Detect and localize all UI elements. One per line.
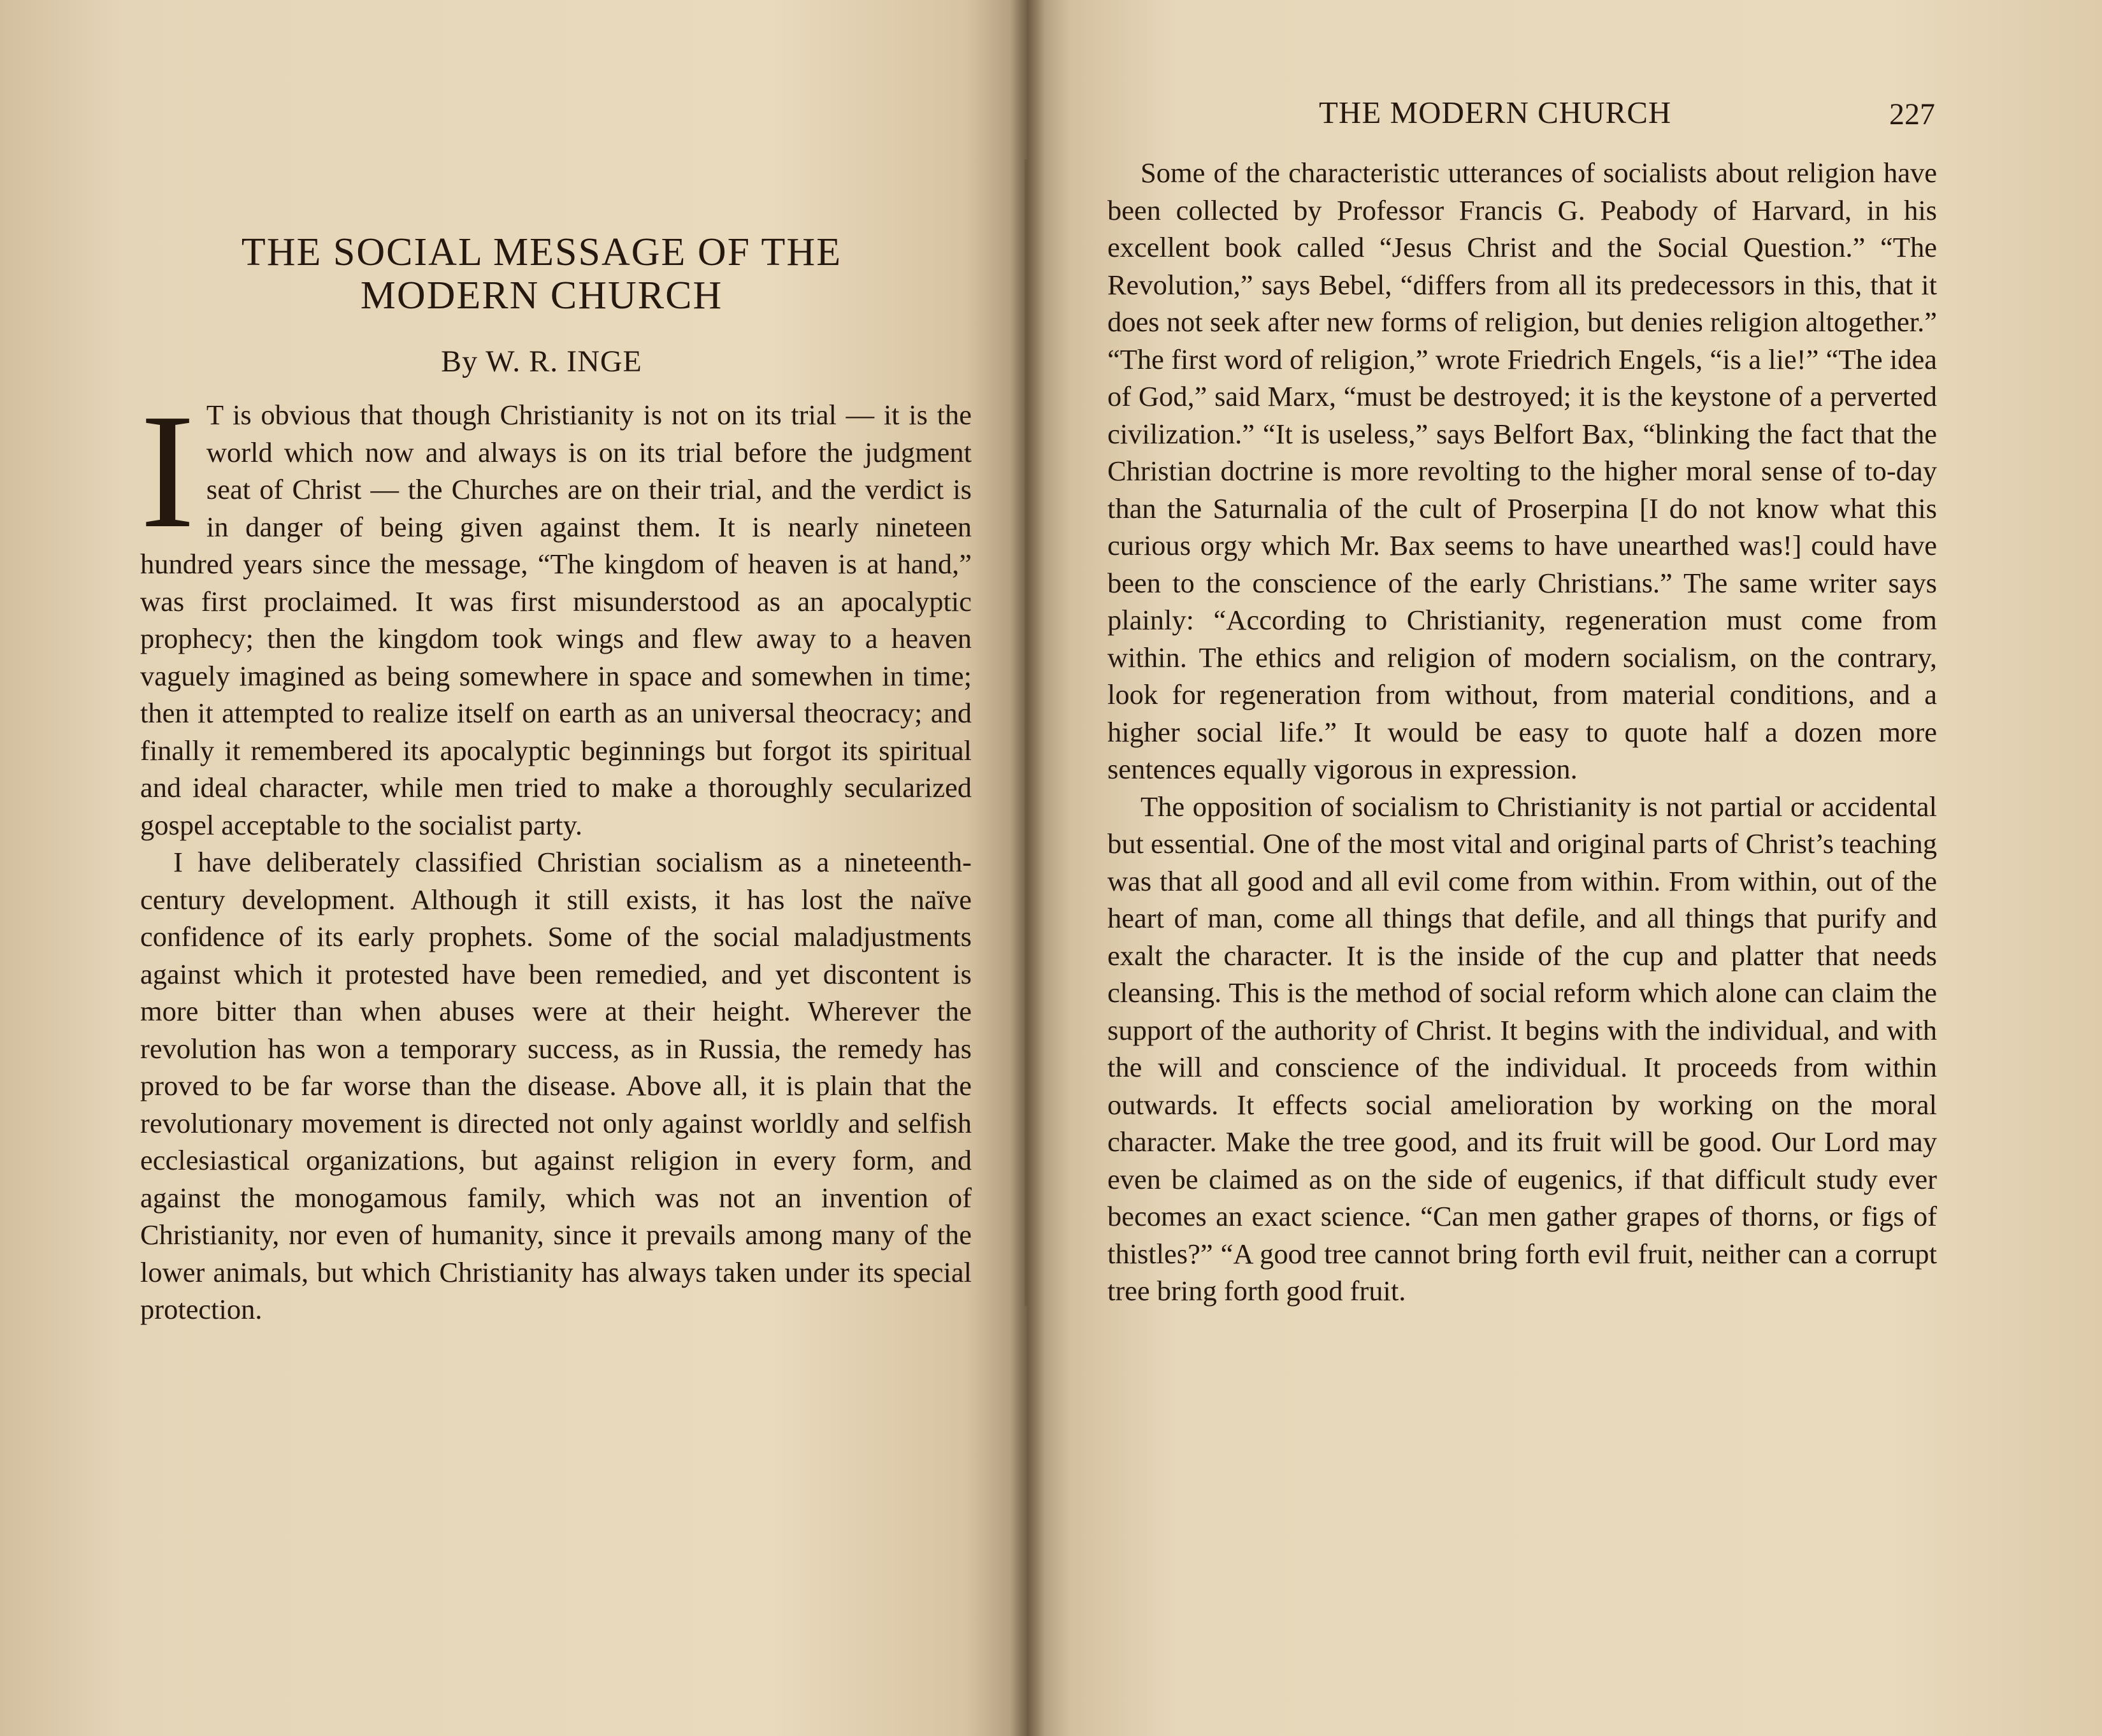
running-head: THE MODERN CHURCH <box>1319 95 1672 130</box>
paragraph <box>140 380 972 843</box>
right-page-body <box>1107 154 1937 1310</box>
article-title: THE SOCIAL MESSAGE OF THE MODERN CHURCH <box>241 231 842 317</box>
paragraph: The opposition of socialism to Christianity is not partial or accidental but essential. One of the most vital and original parts of Christ’s teaching was that all good and all evil come from within. From within, out of the heart of man, come all things that defile, and all things that purify and exalt the character. It is the inside of the cup and platter that needs cleansing. This is the method of social reform which alone can claim the support of the authority of Christ. It begins with the individual, and with the will and conscience of the individual. It proceeds from within outwards. It effects social amelioration by working on the moral character. Make the tree good, and its fruit will be good. Our Lord may even be claimed as on the side of eugenics, if that difficult study ever becomes an exact science. “Can men gather grapes of thorns, or figs of thistles?” “A good tree cannot bring forth evil fruit, neither can a corrupt tree bring forth good fruit. <box>1107 790 1937 1307</box>
binding-edge <box>1025 159 1028 1306</box>
paragraph: Some of the characteristic utterances of socialists about religion have been collected by Professor Francis G. Peabody of Harvard, in his excellent book called “Jesus Christ and the Social Question.” “The Revolution,” says Bebel, “differs from all its predecessors in this, that it does not seek after new forms of religion, but denies religion altogether.” “The first word of religion,” wrote Friedrich Engels, “is a lie!” “The idea of God,” said Marx, “must be destroyed; it is the keystone of a perverted civilization.” “It is useless,” says Belfort Bax, “blinking the fact that the Christian doctrine is more revolting to the higher moral sense of to-day than the Saturnalia of the cult of Proserpina [I do not know what this curious orgy which Mr. Bax seems to have unearthed was!] could have been to the conscience of the early Christians.” The same writer says plainly: “According to Christianity, regeneration must come from within. The ethics and religion of modern socialism, on the contrary, look for regeneration from without, from material conditions, and a higher social life.” It would be easy to quote half a dozen more sentences equally vigorous in expression. <box>1107 157 1937 785</box>
paragraph: I have deliberately classified Christian socialism as a nineteenth-century development. Although it still exists, it has lost the naïve confidence of its early prophets. Some of the social maladjustments against which it protested have been remedied, and yet discontent is more bitter than when abuses were at their height. Wherever the revolution has won a temporary success, as in Russia, the remedy has proved to be far worse than the disease. Above all, it is plain that the revolutionary movement is directed not only against worldly and selfish ecclesiastical organizations, but against religion in every form, and against the monogamous family, which was not an invention of Christianity, nor even of humanity, since it prevails among many of the lower animals, but which Christianity has always taken under its special protection. <box>140 846 972 1325</box>
paragraph-text: T is obvious that though Christianity is not on its trial — it is the world which now and always is on its trial before the judgment seat of Christ — the Churches are on their trial, and the verdict is in danger of being given against them. It is nearly nineteen hundred years since the message, “The kingdom of heaven is at hand,” was first proclaimed. It was first misunderstood as an apocalyptic prophecy; then the kingdom took wings and flew away to a heaven vaguely imagined as being somewhere in space and somewhen in time; then it attempted to realize itself on earth as an universal theocracy; and finally it remembered its apocalyptic beginnings but forgot its spiritual and ideal character, while men tried to make a thoroughly secularized gospel acceptable to the socialist party. <box>140 399 972 841</box>
left-page-body <box>140 380 972 1328</box>
left-page <box>0 0 1027 1736</box>
drop-cap: I <box>140 380 195 562</box>
article-byline: By W. R. INGE <box>441 345 642 378</box>
page-number: 227 <box>1889 97 1935 131</box>
